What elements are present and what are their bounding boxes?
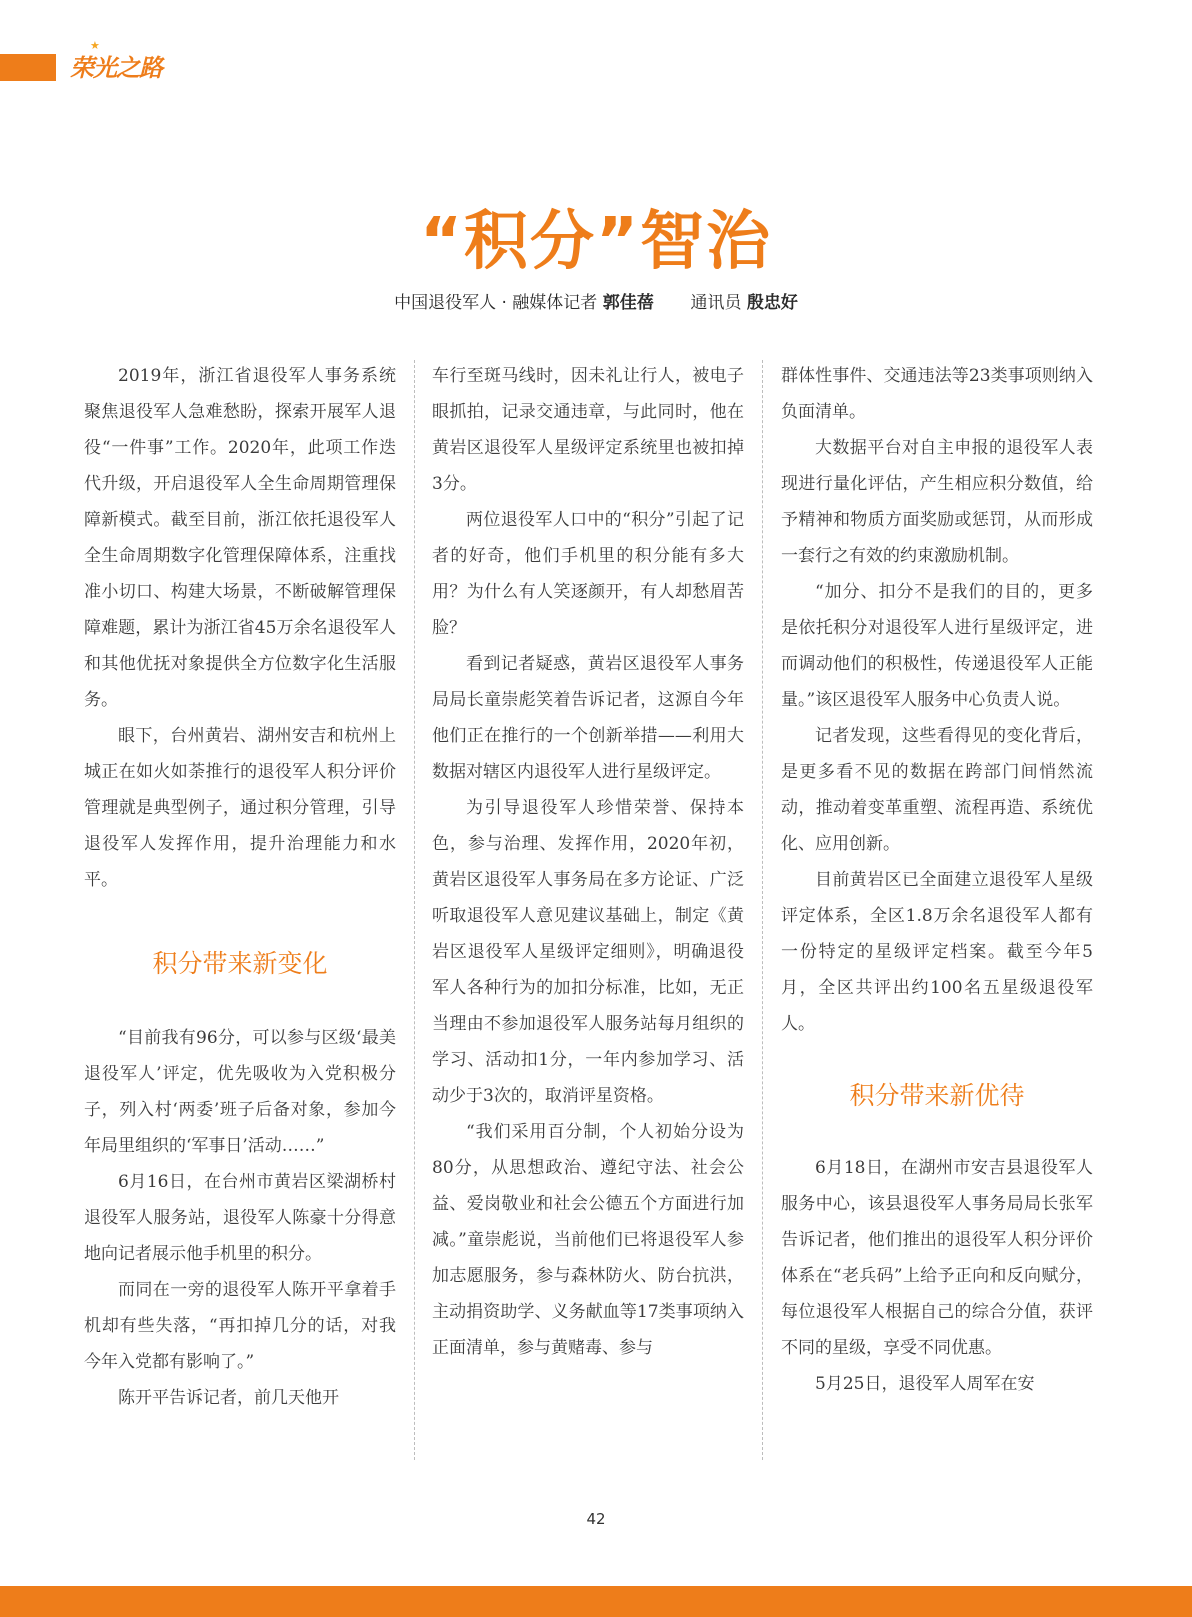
paragraph: 而同在一旁的退役军人陈开平拿着手机却有些失落，“再扣掉几分的话，对我今年入党都有影响了。” (84, 1280, 396, 1372)
byline-reporter: 郭佳蓓 (602, 293, 654, 313)
byline (0, 288, 1192, 313)
paragraph: 为引导退役军人珍惜荣誉、保持本色，参与治理、发挥作用，2020年初，黄岩区退役军人事务局在多方论证、广泛听取退役军人意见建议基础上，制定《黄岩区退役军人星级评定细则》，明确退役军人各种行为的加扣分标准，比如，无正当理由不参加退役军人服务站每月组织的学习、活动扣1分，一年内参加学习、活动少于3次的，取消评星资格。 (432, 798, 744, 1106)
paragraph: 记者发现，这些看得见的变化背后，是更多看不见的数据在跨部门间悄然流动，推动着变革重塑、流程再造、系统优化、应用创新。 (781, 726, 1093, 854)
column-3 (781, 358, 1093, 1402)
article-title: “积分”智治 (419, 205, 773, 279)
paragraph: 6月18日，在湖州市安吉县退役军人服务中心，该县退役军人事务局局长张军告诉记者，他们推出的退役军人积分评价体系在“老兵码”上给予正向和反向赋分，每位退役军人根据自己的综合分值，获评不同的星级，享受不同优惠。 (781, 1158, 1093, 1358)
section-heading: 积分带来新优待 (849, 1081, 1025, 1110)
paragraph: “加分、扣分不是我们的目的，更多是依托积分对退役军人进行星级评定，进而调动他们的积极性，传递退役军人正能量。”该区退役军人服务中心负责人说。 (781, 582, 1093, 710)
byline-media: 中国退役军人 · 融媒体记者 (394, 293, 598, 313)
star-icon: ★ (90, 39, 99, 52)
paragraph: 6月16日，在台州市黄岩区梁湖桥村退役军人服务站，退役军人陈豪十分得意地向记者展示他手机里的积分。 (84, 1172, 396, 1264)
column-2 (432, 358, 744, 1366)
column-divider (414, 360, 415, 1460)
paragraph: 目前黄岩区已全面建立退役军人星级评定体系，全区1.8万余名退役军人都有一份特定的星级评定档案。截至今年5月，全区共评出约100名五星级退役军人。 (781, 870, 1093, 1034)
paragraph: 车行至斑马线时，因未礼让行人，被电子眼抓拍，记录交通违章，与此同时，他在黄岩区退役军人星级评定系统里也被扣掉3分。 (432, 366, 744, 494)
column-divider (762, 360, 763, 1460)
header-accent-bar (0, 54, 56, 81)
paragraph: 眼下，台州黄岩、湖州安吉和杭州上城正在如火如荼推行的退役军人积分评价管理就是典型例子，通过积分管理，引导退役军人发挥作用，提升治理能力和水平。 (84, 726, 396, 890)
paragraph: 2019年，浙江省退役军人事务系统聚焦退役军人急难愁盼，探索开展军人退役“一件事”工作。2020年，此项工作迭代升级，开启退役军人全生命周期管理保障新模式。截至目前，浙江依托退役军人全生命周期数字化管理保障体系，注重找准小切口、构建大场景，不断破解管理保障难题，累计为浙江省45万余名退役军人和其他优抚对象提供全方位数字化生活服务。 (84, 366, 396, 710)
section-heading: 积分带来新变化 (152, 949, 328, 978)
paragraph: 5月25日，退役军人周军在安 (815, 1374, 1035, 1394)
section-logo (70, 39, 162, 83)
paragraph: “目前我有96分，可以参与区级‘最美退役军人’评定，优先吸收为入党积极分子，列入村‘两委’班子后备对象，参加今年局里组织的‘军事日’活动……” (84, 1028, 396, 1156)
byline-correspondent: 殷忠好 (746, 293, 798, 313)
byline-correspondent-label: 通讯员 (690, 293, 742, 313)
paragraph: 看到记者疑惑，黄岩区退役军人事务局局长童崇彪笑着告诉记者，这源自今年他们正在推行的一个创新举措——利用大数据对辖区内退役军人进行星级评定。 (432, 654, 744, 782)
paragraph: 大数据平台对自主申报的退役军人表现进行量化评估，产生相应积分数值，给予精神和物质方面奖励或惩罚，从而形成一套行之有效的约束激励机制。 (781, 438, 1093, 566)
column-1 (84, 358, 396, 1416)
page-number: 42 (586, 1510, 606, 1528)
footer-accent-bar (0, 1586, 1192, 1617)
logo-text: 荣光之路 (70, 54, 162, 82)
paragraph: 群体性事件、交通违法等23类事项则纳入负面清单。 (781, 366, 1093, 422)
paragraph: “我们采用百分制，个人初始分设为80分，从思想政治、遵纪守法、社会公益、爱岗敬业和社会公德五个方面进行加减。”童崇彪说，当前他们已将退役军人参加志愿服务，参与森林防火、防台抗洪，主动捐资助学、义务献血等17类事项纳入正面清单，参与黄赌毒、参与 (432, 1122, 744, 1358)
paragraph: 两位退役军人口中的“积分”引起了记者的好奇，他们手机里的积分能有多大用？为什么有人笑逐颜开，有人却愁眉苦脸？ (432, 510, 744, 638)
paragraph: 陈开平告诉记者，前几天他开 (118, 1388, 339, 1408)
